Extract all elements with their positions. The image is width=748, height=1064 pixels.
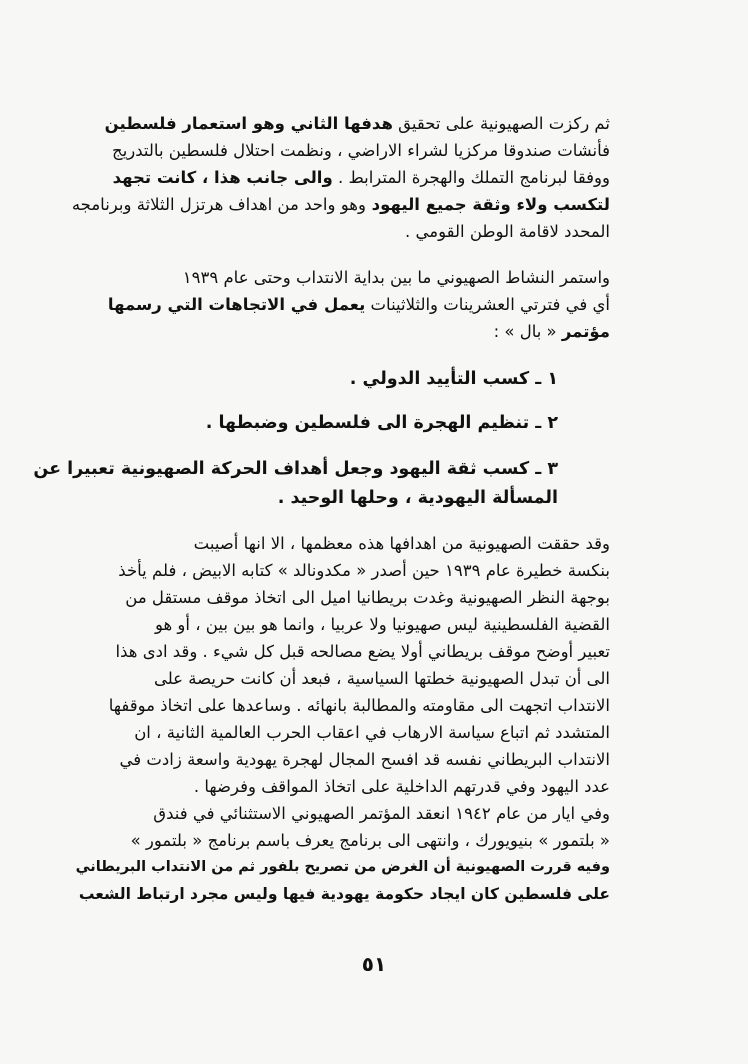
text-run: « بلتمور » بنيويورك ، وانتهى الى برنامج يعرف باسم برنامج « بلتمور »: [130, 831, 610, 850]
text-run: ثم ركزت الصهيونية على تحقيق: [392, 114, 610, 133]
text-run: « بال » :: [493, 322, 562, 341]
p2-line-3: [64, 318, 610, 345]
bold-text-run: على فلسطين كان ايجاد حكومة يهودية فيها وليس مجرد ارتباط الشعب: [78, 885, 610, 903]
text-run: وفي ايار من عام ١٩٤٢ انعقد المؤتمر الصهيوني الاستثنائي في فندق: [153, 804, 610, 823]
list-item-3-continued: المسألة اليهودية ، وحلها الوحيد .: [277, 488, 558, 508]
p3-line-6: الى أن تبدل الصهيونية خطتها السياسية ، فبعد أن كانت حريصة على: [153, 669, 610, 688]
p3-line-4: القضية الفلسطينية ليس صهيونيا ولا عربيا ، وانما هو بين بين ، أو هو: [154, 615, 610, 634]
p4-line-3: [64, 854, 610, 881]
paragraph-2: [64, 264, 610, 345]
p1-line-1: [64, 110, 610, 137]
p3-line-9: الانتداب البريطاني نفسه قد افسح المجال لهجرة يهودية واسعة زادت في: [119, 750, 610, 769]
bold-text-run: هدفها الثاني وهو استعمار فلسطين: [104, 114, 393, 133]
page-number: ٥١: [361, 952, 387, 976]
p4-line-4: [64, 881, 610, 908]
p3-line-10: عدد اليهود وفي قدرتهم الداخلية على اتخاذ المواقف وفرضها .: [193, 777, 610, 796]
p4-line-2: [64, 827, 610, 854]
p2-line-2: [64, 291, 610, 318]
list-item-3: ٣ ـ كسب ثقة اليهود وجعل أهداف الحركة الصهيونية تعبيرا عن: [33, 459, 558, 479]
text-run: واستمر النشاط الصهيوني ما بين بداية الانتداب وحتى عام ١٩٣٩: [182, 268, 610, 287]
p4-line-1: [64, 800, 610, 827]
text-run: المحدد لاقامة الوطن القومي .: [405, 222, 610, 241]
p3-line-1: وقد حققت الصهيونية من اهدافها هذه معظمها ، الا انها أصيبت: [193, 534, 610, 553]
p1-line-2: [64, 137, 610, 164]
text-run: ووفقا لبرنامج التملك والهجرة المترابط .: [332, 168, 610, 187]
p2-line-1: [64, 264, 610, 291]
text-run: وهو واحد من اهداف هرتزل الثلاثة وبرنامجه: [71, 195, 366, 214]
p3-line-2: بنكسة خطيرة عام ١٩٣٩ حين أصدر « مكدونالد » كتابه الابيض ، فلم يأخذ: [118, 561, 610, 580]
p3-line-8: المتشدد ثم اتباع سياسة الارهاب في اعقاب الحرب العالمية الثانية ، ان: [134, 723, 610, 742]
p3-line-7: الانتداب اتجهت الى مقاومته والمطالبة بانهائه . وساعدها على اتخاذ موقفها: [108, 696, 610, 715]
list-item-2: ٢ ـ تنظيم الهجرة الى فلسطين وضبطها .: [205, 413, 558, 433]
bold-text-run: لتكسب ولاء وثقة جميع اليهود: [365, 195, 610, 214]
paragraph-4: [64, 800, 610, 908]
text-run: أي في فترتي العشرينات والثلاثينات: [365, 295, 610, 314]
p3-line-5: تعبير أوضح موقف بريطاني أولا يضع مصالحه قبل كل شيء . وقد ادى هذا: [115, 642, 610, 661]
paragraph-3: [64, 530, 610, 800]
bold-text-run: والى جانب هذا ، كانت تجهد: [112, 168, 333, 187]
bold-text-run: وفيه قررت الصهيونية أن الغرض من تصريح بلفور ثم من الانتداب البريطاني: [75, 859, 610, 875]
text-run: فأنشات صندوقا مركزيا لشراء الاراضي ، ونظمت احتلال فلسطين بالتدريج: [112, 141, 610, 160]
paragraph-1: [64, 110, 610, 245]
list-item-1: ١ ـ كسب التأييد الدولي .: [349, 369, 558, 389]
bold-text-run: يعمل في الاتجاهات التي رسمها: [107, 295, 366, 314]
bold-text-run: مؤتمر: [561, 322, 610, 341]
p1-line-3: [64, 164, 610, 191]
p1-line-5: [64, 218, 610, 245]
p1-line-4: [64, 191, 610, 218]
p3-line-3: بوجهة النظر الصهيونية وغدت بريطانيا اميل الى اتخاذ موقف مستقل من: [125, 588, 610, 607]
